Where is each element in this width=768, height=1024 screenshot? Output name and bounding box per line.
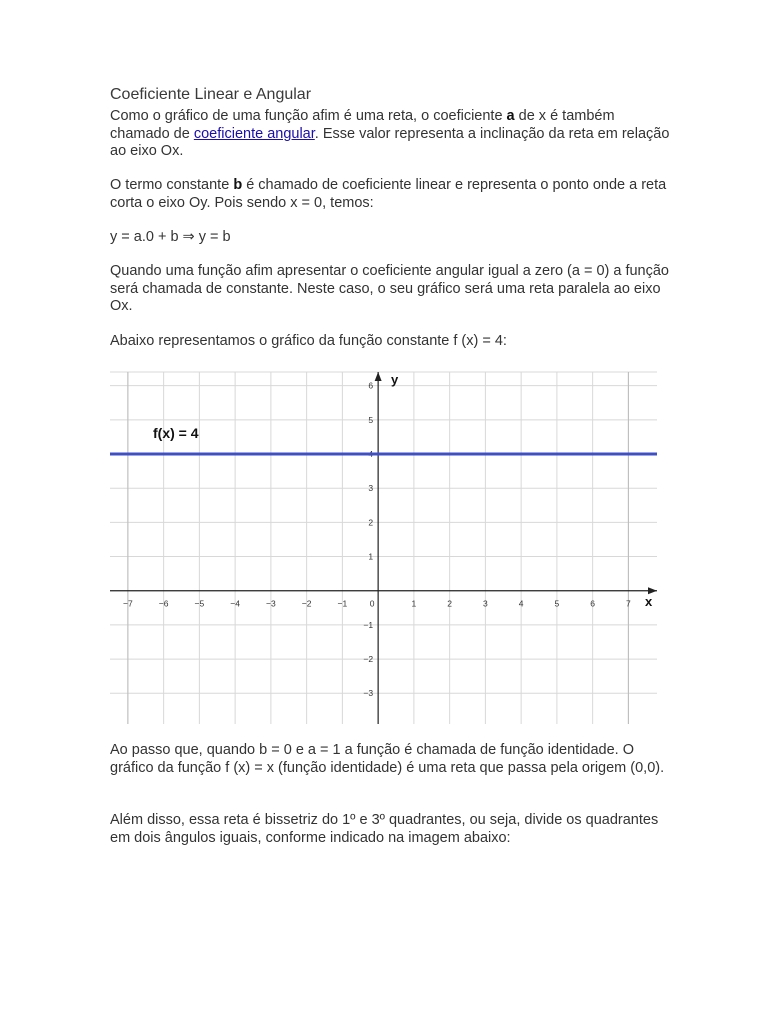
paragraph-bissetriz: Além disso, essa reta é bissetriz do 1º e 3º quadrantes, ou seja, divide os quadrantes em dois ângulos iguais, conforme indicado na imagem abaixo: [110, 812, 659, 846]
paragraph-coeficiente-linear [110, 177, 670, 212]
text: de x é também chamado de [110, 108, 615, 142]
x-tick-label: −5 [194, 598, 205, 609]
section-title: Coeficiente Linear e Angular [110, 86, 312, 103]
paragraph-grafico-intro: Abaixo representamos o gráfico da função constante f (x) = 4: [110, 333, 507, 349]
x-axis-label: x [645, 594, 653, 609]
bold-b: b [233, 177, 243, 193]
x-tick-label: −4 [230, 598, 240, 609]
x-tick-label: −2 [301, 598, 312, 609]
x-tick-label: 5 [554, 598, 560, 609]
text: . Esse valor representa a inclinação da reta em relação ao eixo Ox. [110, 125, 670, 159]
y-tick-label: 1 [368, 551, 374, 562]
y-tick-label: 5 [368, 414, 374, 425]
x-tick-label: 4 [518, 598, 524, 609]
y-axis-arrow [375, 372, 382, 381]
link-coeficiente-angular[interactable]: coeficiente angular [193, 125, 315, 142]
x-tick-label: 2 [447, 598, 453, 609]
x-tick-label: 6 [590, 598, 596, 609]
y-axis-label: y [391, 372, 399, 387]
text: é chamado de coeficiente linear e representa o ponto onde a reta corta o eixo Oy. Pois sendo x = 0, temos: [110, 177, 667, 211]
y-tick-label: −3 [363, 688, 374, 699]
x-tick-label: 3 [483, 598, 488, 609]
y-tick-label: 6 [368, 380, 374, 391]
x-tick-label: 1 [411, 598, 417, 609]
text: O termo constante [110, 177, 234, 193]
y-tick-label: 3 [368, 483, 374, 494]
x-tick-label: 0 [369, 598, 375, 609]
bold-a: a [506, 108, 515, 124]
function-label: f(x) = 4 [153, 425, 199, 441]
y-tick-label: 4 [368, 449, 374, 460]
constant-function-graph [110, 368, 660, 724]
x-tick-label: 7 [626, 598, 631, 609]
x-tick-label: −7 [123, 598, 133, 609]
equation-y-b: y = a.0 + b ⇒ y = b [110, 229, 231, 245]
x-tick-label: −3 [266, 598, 276, 609]
paragraph-funcao-identidade: Ao passo que, quando b = 0 e a = 1 a função é chamada de função identidade. O gráfico da função f (x) = x (função identidade) é uma reta que passa pela origem (0,0). [110, 742, 665, 776]
y-tick-label: −2 [363, 654, 374, 665]
y-tick-label: −1 [363, 619, 374, 630]
paragraph-coeficiente-angular [110, 108, 670, 161]
y-tick-label: 2 [368, 517, 374, 528]
x-tick-label: −6 [158, 598, 169, 609]
text: Como o gráfico de uma função afim é uma reta, o coeficiente [110, 108, 507, 124]
x-tick-label: −1 [337, 598, 348, 609]
paragraph-funcao-constante: Quando uma função afim apresentar o coeficiente angular igual a zero (a = 0) a função será chamada de constante. Neste caso, o seu gráfico será uma reta paralela ao eixo Ox. [110, 263, 670, 314]
